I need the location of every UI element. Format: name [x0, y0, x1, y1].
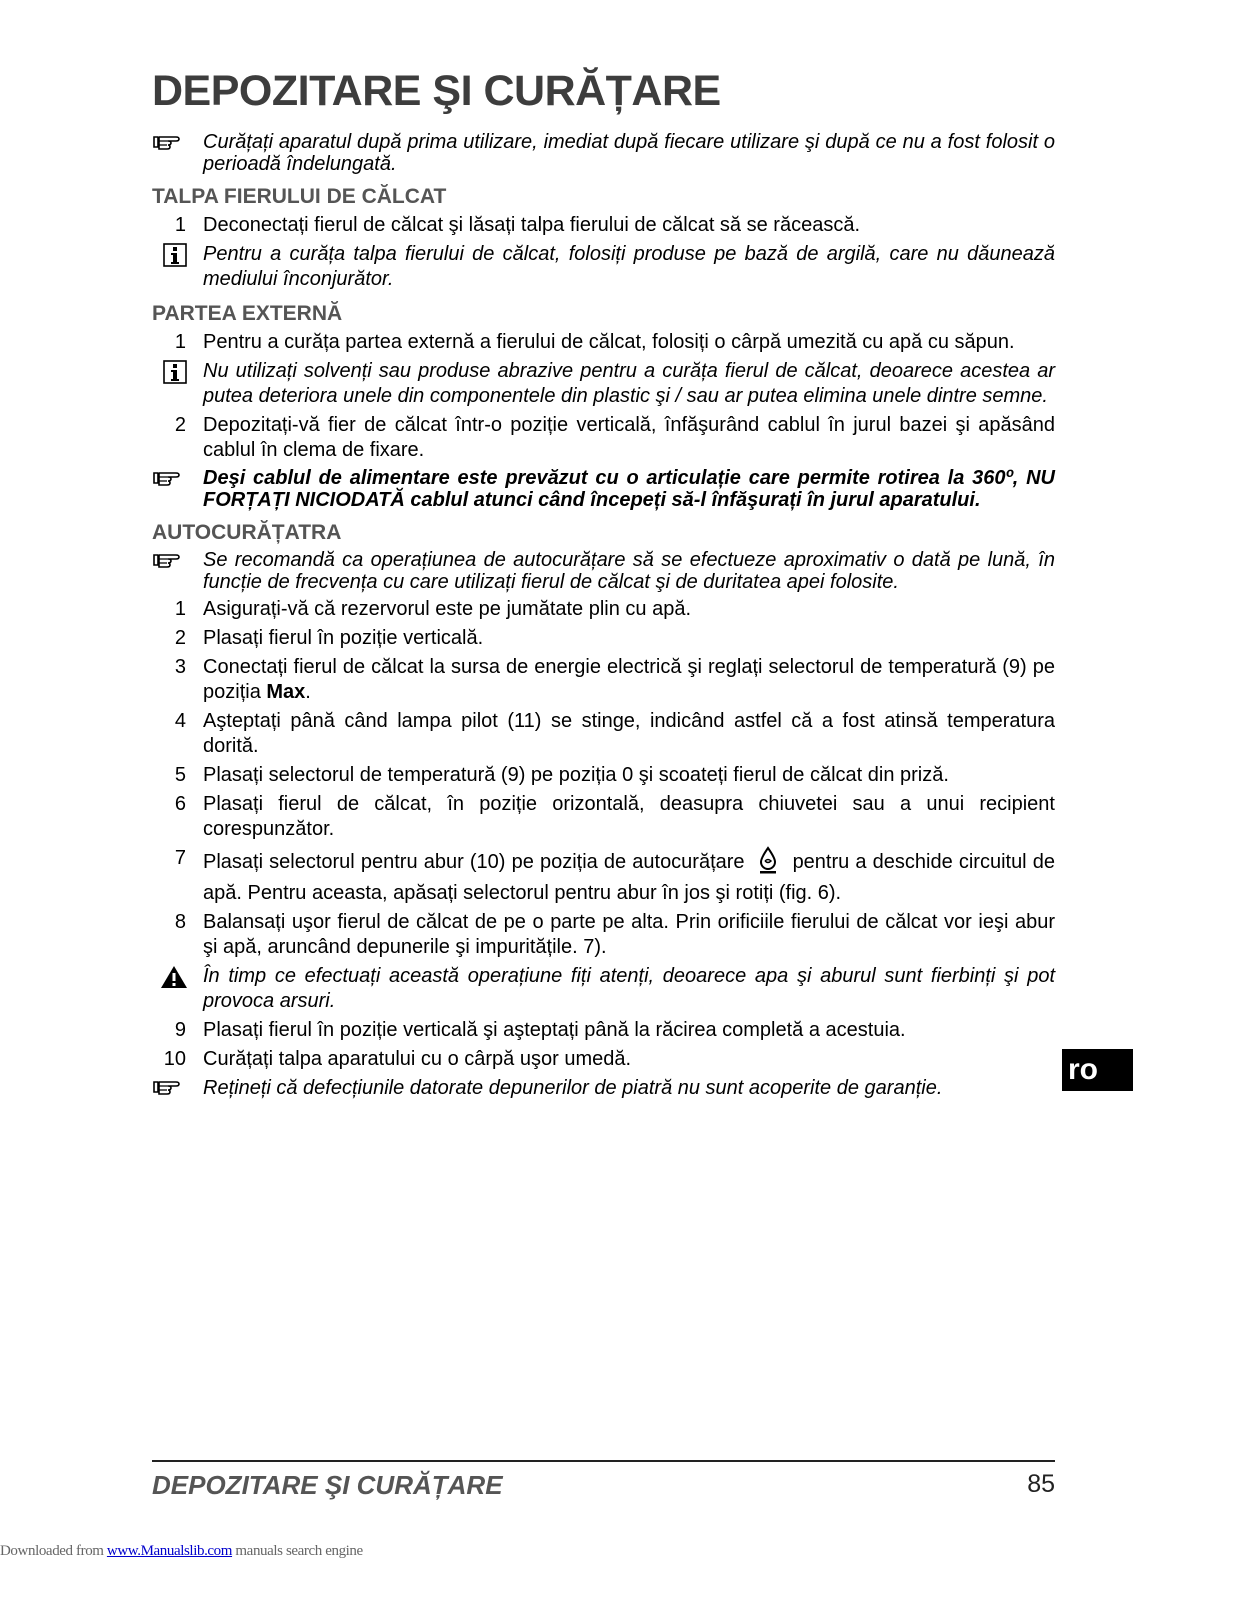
- list-item: [152, 792, 1055, 842]
- step-text: [203, 851, 1055, 904]
- list-item: [152, 910, 1055, 960]
- section-heading-externa: PARTEA EXTERNĂ: [152, 302, 343, 325]
- step-number: 2: [174, 627, 186, 649]
- section-heading-talpa: TALPA FIERULUI DE CĂLCAT: [152, 185, 447, 208]
- intro-note-text: Curățați aparatul după prima utilizare, imediat după fiecare utilizare şi după ce nu a fost folosit o perioadă îndelungată.: [203, 131, 1055, 175]
- bold-note-text: Deşi cablul de alimentare este prevăzut cu o articulație care permite rotirea la 360º, NU FORȚAȚI NICIODATĂ cablul atunci când începeți să-l înfăşurați în jurul aparatului.: [203, 467, 1055, 511]
- step-text-main: Conectați fierul de călcat la sursa de energie electrică şi reglați selectorul de temperatură (9) pe poziția: [203, 656, 1055, 703]
- step-text: Plasați fierul în poziție verticală.: [203, 627, 484, 649]
- step-number: 3: [174, 656, 186, 678]
- warning-note-text: În timp ce efectuați această operațiune fiți atenți, deoarece apa şi aburul sunt fierbinți şi pot provoca arsuri.: [203, 965, 1055, 1012]
- step-text: Plasați fierul de călcat, în poziție orizontală, deasupra chiuvetei sau a unui recipient corespunzător.: [203, 793, 1055, 840]
- step-number: 10: [163, 1048, 186, 1070]
- step-text: Deconectați fierul de călcat şi lăsați talpa fierului de călcat să se răcească.: [203, 214, 861, 236]
- step-number: 2: [174, 414, 186, 436]
- step-number: 6: [174, 793, 186, 815]
- info-note: [152, 359, 1055, 409]
- step-number: 1: [174, 214, 186, 236]
- info-icon: [163, 360, 190, 384]
- step-text-bold: Max: [266, 681, 306, 703]
- step-number: 8: [174, 911, 186, 933]
- download-note-suffix: manuals search engine: [232, 1543, 363, 1559]
- language-tab: ro: [1062, 1049, 1133, 1091]
- step-text: [203, 656, 1055, 703]
- list-item: [152, 846, 1055, 906]
- step-number: 5: [174, 764, 186, 786]
- list-item: [152, 655, 1055, 705]
- step-text: Plasați fierul în poziție verticală şi aşteptați până la răcirea completă a acestuia.: [203, 1019, 906, 1041]
- step-number: 7: [174, 847, 186, 869]
- list-item: [152, 1047, 1055, 1072]
- bold-note: [152, 467, 1055, 511]
- step-number: 9: [174, 1019, 186, 1041]
- list-item: [152, 1018, 1055, 1043]
- page-title: DEPOZITARE ŞI CURĂȚARE: [152, 67, 721, 115]
- step-number: 4: [174, 710, 186, 732]
- pointing-hand-icon: [152, 467, 198, 489]
- download-note-prefix: Downloaded from: [0, 1543, 107, 1559]
- step-text: Pentru a curăța partea externă a fierului de călcat, folosiți o cârpă umezită cu apă cu săpun.: [203, 331, 1015, 353]
- section-heading-autocuratare: AUTOCURĂȚATRA: [152, 521, 342, 544]
- step-text: Plasați selectorul de temperatură (9) pe poziția 0 şi scoateți fierul de călcat din priză.: [203, 764, 949, 786]
- step-text: Curățați talpa aparatului cu o cârpă uşor umedă.: [203, 1048, 632, 1070]
- step-text-after: .: [305, 681, 311, 703]
- warning-triangle-icon: [160, 965, 190, 989]
- pointing-hand-icon: [152, 131, 198, 153]
- step-number: 1: [174, 598, 186, 620]
- list-item: [152, 413, 1055, 463]
- list-item: [152, 213, 1055, 238]
- pointing-hand-icon: [152, 1076, 198, 1098]
- list-item: [152, 330, 1055, 355]
- final-note: [152, 1076, 1055, 1101]
- step-text-after: pentru a deschide circuitul de apă. Pentru aceasta, apăsați selectorul pentru abur în jos şi rotiți (fig. 6).: [203, 851, 1056, 904]
- info-note: [152, 242, 1055, 292]
- self-clean-steam-icon: [757, 846, 779, 881]
- step-text: Depozitați-vă fier de călcat într-o poziție verticală, înfăşurând cablul în jurul bazei şi apăsând cablul în clema de fixare.: [203, 414, 1055, 461]
- list-item: [152, 763, 1055, 788]
- step-text: Asigurați-vă că rezervorul este pe jumătate plin cu apă.: [203, 598, 692, 620]
- step-text: Balansați uşor fierul de călcat de pe o parte pe alta. Prin orificiile fierului de călcat vor ieşi abur şi apă, aruncând depunerile şi impuritățile. 7).: [203, 911, 1055, 958]
- download-note: [0, 1543, 363, 1560]
- info-icon: [163, 243, 190, 267]
- warning-note: [152, 964, 1055, 1014]
- recommendation-note: [152, 549, 1055, 593]
- footer-title: DEPOZITARE ŞI CURĂȚARE: [152, 1470, 503, 1500]
- manualslib-link[interactable]: www.Manualslib.com: [106, 1543, 233, 1559]
- info-note-text: Nu utilizați solvenți sau produse abrazive pentru a curăța fierul de călcat, deoarece acestea ar putea deteriora unele din componentele din plastic şi / sau ar putea elimina unele dintre semne.: [203, 360, 1055, 407]
- step-number: 1: [174, 331, 186, 353]
- step-text-main: Plasați selectorul pentru abur (10) pe poziția de autocurățare: [203, 851, 745, 873]
- footer-divider: [152, 1460, 1055, 1462]
- page-number: 85: [1027, 1470, 1055, 1498]
- list-item: [152, 626, 1055, 651]
- pointing-hand-icon: [152, 549, 198, 571]
- step-text: Aşteptați până când lampa pilot (11) se stinge, indicând astfel că a fost atinsă temperatura dorită.: [203, 710, 1055, 757]
- intro-note: [152, 131, 1055, 175]
- final-note-text: Rețineți că defecțiunile datorate depunerilor de piatră nu sunt acoperite de garanție.: [203, 1077, 943, 1099]
- list-item: [152, 709, 1055, 759]
- info-note-text: Pentru a curăța talpa fierului de călcat, folosiți produse pe bază de argilă, care nu dăunează mediului înconjurător.: [203, 243, 1055, 290]
- recommendation-note-text: Se recomandă ca operațiunea de autocurățare să se efectueze aproximativ o dată pe lună, în funcție de frecvența cu care utilizați fierul de călcat şi de duritatea apei folosite.: [203, 549, 1055, 593]
- page-content: [152, 131, 1055, 1105]
- list-item: [152, 597, 1055, 622]
